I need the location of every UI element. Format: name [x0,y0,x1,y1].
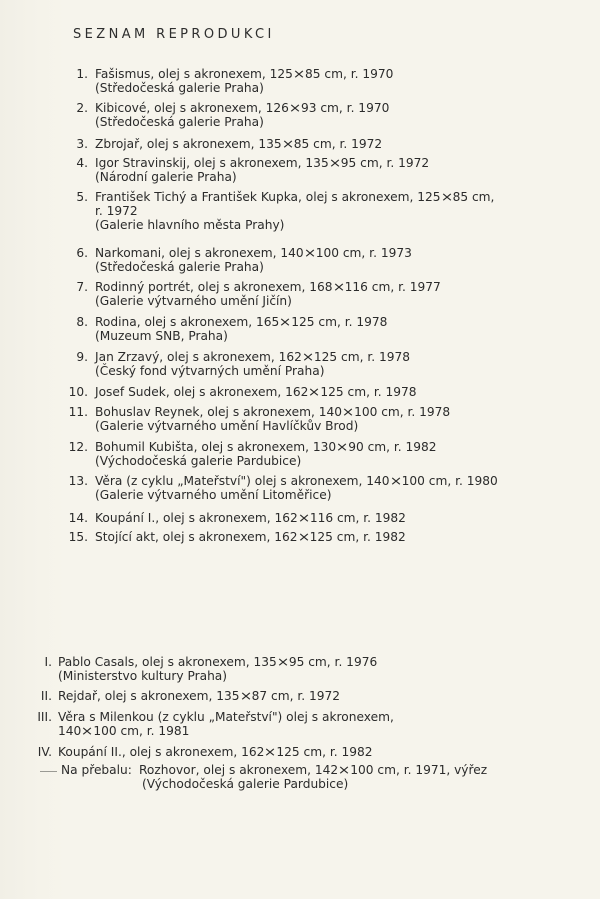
item-text [58,710,394,738]
item-title-line: Jan Zrzavý, olej s akronexem, 162×125 cm, r. 1978 [95,349,411,365]
dimension-cross: × [328,155,342,171]
item-number: 1. [76,67,88,81]
item-detail-line: (Galerie výtvarného umění Havlíčkův Brod) [95,419,359,433]
item-text [95,385,417,399]
item-text [95,405,450,433]
item-title-line: Zbrojař, olej s akronexem, 135×85 cm, r. 1972 [95,136,383,152]
dimension-cross: × [341,404,355,420]
dimension-cross: × [281,136,295,152]
item-text [95,137,382,151]
item-detail-line: (Galerie výtvarného umění Jičín) [95,294,292,308]
item-text [95,350,410,378]
cover-line: (Východočeská galerie Pardubice) [142,777,349,791]
dimension-cross: × [337,762,351,778]
item-title-line: Pablo Casals, olej s akronexem, 135×95 cm, r. 1976 [58,654,378,670]
item-text [95,156,429,184]
item-number: 5. [76,190,88,204]
dimension-cross: × [292,66,306,82]
item-number: 11. [68,405,88,419]
item-text [95,315,387,343]
item-detail-line: (Ministerstvo kultury Praha) [58,669,228,683]
item-title-line: Rodinný portrét, olej s akronexem, 168×116 cm, r. 1977 [95,279,441,295]
dimension-cross: × [239,688,252,704]
item-detail-line: (Středočeská galerie Praha) [95,81,264,95]
dimension-cross: × [264,744,277,760]
page-title: SEZNAM REPRODUKCI [73,27,275,42]
dimension-cross: × [81,723,94,739]
cover-label: Na přebalu: [61,763,132,777]
item-title-line: František Tichý a František Kupka, olej s akronexem, 125×85 cm, [95,189,495,205]
item-number: 4. [76,156,88,170]
item-number: 6. [76,246,88,260]
dimension-cross: × [276,654,290,670]
item-number: 7. [76,280,88,294]
item-number: II. [40,689,52,703]
cover-text [139,763,487,791]
dimension-cross: × [297,529,310,545]
dimension-cross: × [278,314,292,330]
item-number: 13. [68,474,88,488]
item-number: I. [44,655,52,669]
item-title-line: Bohumil Kubišta, olej s akronexem, 130×90 cm, r. 1982 [95,439,437,455]
item-detail-line: (Galerie hlavního města Prahy) [95,218,285,232]
item-text [95,474,498,502]
dimension-cross: × [301,349,315,365]
dimension-cross: × [389,473,402,489]
item-title-line: Věra s Milenkou (z cyklu „Mateřství") olej s akronexem, [58,710,394,724]
item-number: 12. [68,440,88,454]
item-title-line: Bohuslav Reynek, olej s akronexem, 140×100 cm, r. 1978 [95,404,451,420]
dimension-cross: × [440,189,453,205]
item-title-line: Stojící akt, olej s akronexem, 162×125 cm, r. 1982 [95,529,406,545]
item-number: 10. [68,385,88,399]
item-detail-line: (Národní galerie Praha) [95,170,237,184]
item-title-line: Věra (z cyklu „Mateřství") olej s akronexem, 140×100 cm, r. 1980 [95,473,498,489]
item-title-line: Narkomani, olej s akronexem, 140×100 cm, r. 1973 [95,245,412,261]
item-text [95,530,406,544]
item-number: 3. [76,137,88,151]
margin-dash [40,771,57,772]
item-title-line: Rodina, olej s akronexem, 165×125 cm, r. 1978 [95,314,388,330]
item-text [95,440,437,468]
dimension-cross: × [297,510,311,526]
item-text [58,689,340,703]
item-title-line: Rejdař, olej s akronexem, 135×87 cm, r. 1972 [58,688,340,704]
item-text [95,511,406,525]
item-title-line: Koupání I., olej s akronexem, 162×116 cm, r. 1982 [95,510,406,526]
dimension-cross: × [308,384,321,400]
item-text [95,280,441,308]
item-number: 15. [68,530,88,544]
item-detail-line: (Středočeská galerie Praha) [95,260,264,274]
item-text [95,246,412,274]
dimension-cross: × [303,245,316,261]
item-text [95,101,389,129]
dimension-cross: × [332,279,345,295]
item-title-line: Fašismus, olej s akronexem, 125×85 cm, r. 1970 [95,66,394,82]
item-number: 2. [76,101,88,115]
item-text [95,190,494,232]
item-text [95,67,393,95]
item-detail-line: 140×100 cm, r. 1981 [58,723,190,739]
item-detail-line: (Východočeská galerie Pardubice) [95,454,302,468]
item-detail-line: r. 1972 [95,204,138,218]
dimension-cross: × [288,100,302,116]
item-number: 8. [76,315,88,329]
item-detail-line: (Český fond výtvarných umění Praha) [95,364,325,378]
item-number: IV. [37,745,52,759]
item-title-line: Kibicové, olej s akronexem, 126×93 cm, r. 1970 [95,100,390,116]
item-number: III. [37,710,52,724]
item-title-line: Igor Stravinskij, olej s akronexem, 135×95 cm, r. 1972 [95,155,430,171]
item-number: 14. [68,511,88,525]
item-detail-line: (Středočeská galerie Praha) [95,115,264,129]
item-text [58,655,377,683]
item-title-line: Josef Sudek, olej s akronexem, 162×125 cm, r. 1978 [95,384,417,400]
dimension-cross: × [335,439,349,455]
cover-line: Rozhovor, olej s akronexem, 142×100 cm, r. 1971, výřez [139,762,488,778]
item-title-line: Koupání II., olej s akronexem, 162×125 cm, r. 1982 [58,744,373,760]
item-detail-line: (Galerie výtvarného umění Litoměřice) [95,488,332,502]
item-text [58,745,373,759]
item-number: 9. [76,350,88,364]
item-detail-line: (Muzeum SNB, Praha) [95,329,228,343]
